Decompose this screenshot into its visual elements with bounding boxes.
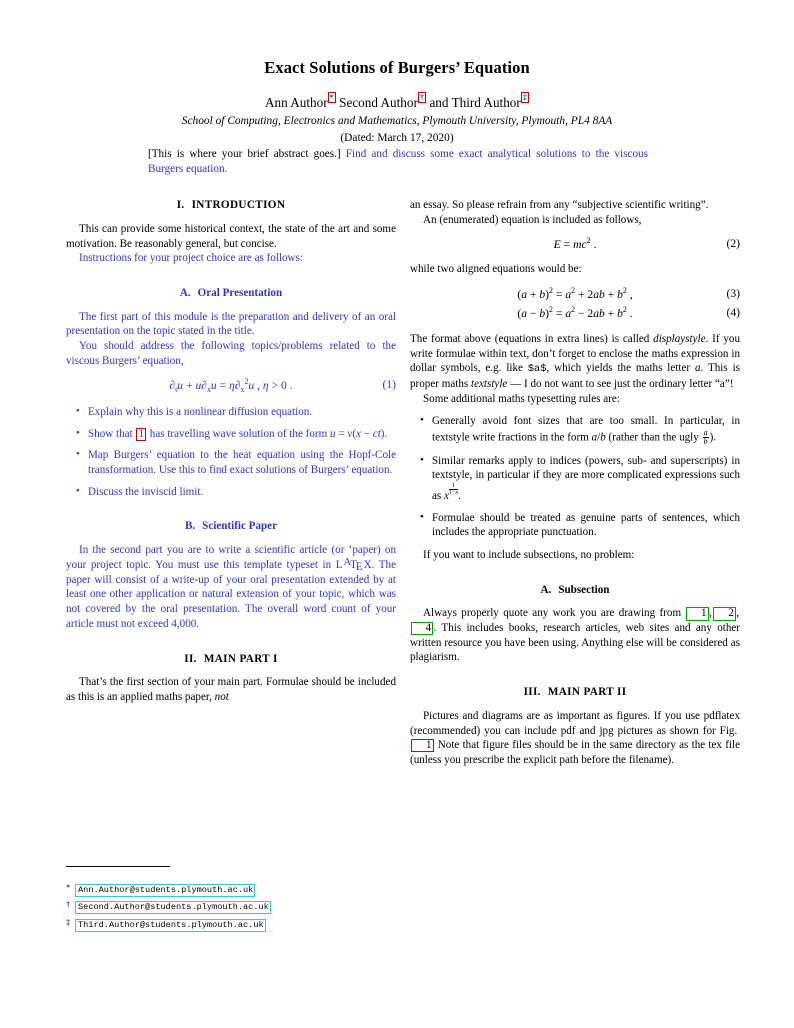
section-title: MAIN PART II [547,686,627,699]
footnote-entry [66,898,396,914]
equation-4 [410,304,740,323]
inline-fraction: $\frac{a}{b}$ [703,428,708,447]
abstract-body: Find and discuss some exact analytical solutions to the viscous Burgers equation. [148,148,648,175]
footnote-rule [66,866,170,867]
equation-3-tag: (3) [726,287,740,301]
footnote-entry [66,916,396,932]
page-title: Exact Solutions of Burgers’ Equation [264,58,530,77]
list-item: • Discuss the inviscid limit. [88,485,396,500]
equation-1-body: $\partial_tu + u\partial_xu = \eta\partial_x^2u$ , η > 0 . [169,377,293,395]
subsection-title: Subsection [558,583,610,596]
subsection-heading-subsection [410,583,740,598]
footnote-marker-1[interactable]: * [329,91,334,102]
paragraph-right-1: an essay. So please refrain from any “subjective scientific writing”. [410,199,709,211]
footnote-email-text: Third.Author@students.plymouth.ac.uk [78,919,264,930]
paragraph-paper-1: In the second part you are to write a scientific article (or ‘paper) on your project topic. You must use this template typeset in LATEX. The paper will consist of a write-up of your oral presentation extended by at least one other application or natural extension of your topic, which was not covered by the oral presentation. The overall word count of your article must not exceed 4,000. [66,544,397,630]
equation-4-body: $(a - b)^2 = a^2 - 2ab + b^2$ . [517,305,633,320]
footnote-symbol: * [66,882,71,892]
footnote-block [66,866,396,933]
subsection-number: A. [540,583,552,596]
paragraph-right-5: Some additional maths typesetting rules are: [423,392,620,405]
date-line: (Dated: March 17, 2020) [340,132,454,144]
emphasis-not: not [214,691,229,704]
citation-link-1[interactable]: 1 [686,607,709,620]
citation-link-3[interactable]: 4 [411,622,434,635]
footnote-marker-2[interactable]: † [419,91,425,102]
displaystyle-text-1: The format above (equations in extra lines) is called [410,332,654,345]
footnote-entry [66,881,396,897]
paragraph-main2-1 [410,709,740,768]
equation-2 [410,236,740,252]
displaystyle-text-2: . If you write formulae within text, don’t forget to enclose the maths expression in dollar symbols, e.g. like [410,332,740,375]
author-3: Third Author [451,94,521,110]
paragraph-intro-2: Instructions for your project choice are as follows: [79,252,303,265]
author-1: Ann Author [264,94,328,110]
citation-link-2[interactable]: 2 [713,607,736,620]
equation-reference-link[interactable]: 1 [138,427,145,440]
typesetting-rules-list [410,414,740,540]
author-conjunction: and [429,94,449,110]
footnote-email-link[interactable] [75,919,266,932]
subsection-title: Oral Presentation [197,286,283,299]
paragraph-right-6: If you want to include subsections, no problem: [423,549,635,562]
citation-trailing-text: . This includes books, research articles, web sites and any other written resource you have been using. Anything else will be considered as plagiarism. [410,622,740,664]
paragraph-main1-1: That’s the first section of your main part. Formulae should be included as this is an applied maths paper, not [66,676,396,704]
figure-lead-text: Pictures and diagrams are as important as figures. If you use pdflatex (recommended) you can include pdf and jpg pictures as shown for Fig. [410,710,740,737]
abstract-lead: [This is where your brief abstract goes.] [148,148,341,160]
figure-trailing-text: Note that figure files should be in the same directory as the tex file (unless you prescribe the explicit path before the filename). [410,739,740,767]
paragraph-intro-1: This can provide some historical context, the state of the art and some motivation. Be reasonably general, but concise. [66,222,396,250]
superscript-fraction: $\frac{1}{1-x}$ [448,483,459,497]
list-item: • Similar remarks apply to indices (powers, sub- and superscripts) in textstyle, in particular if they are more complicated expressions such as x $\frac{1}{1-x}$ . [432,454,740,504]
list-item: • Explain why this is a nonlinear diffusion equation. [88,405,396,420]
displaystyle-text-4: . This is proper maths [410,362,740,390]
paragraph-citations: Always properly quote any work you are drawing from 1 , 2 , 4 . This includes books, research articles, web sites and any other written resource you have been using. Anything else will be considered as plagiarism. [410,607,740,664]
equation-1 [66,377,396,396]
paragraph-right-2: An (enumerated) equation is included as follows, [423,213,642,226]
section-number: III. [523,686,541,699]
footnote-marker-3[interactable]: ‡ [522,91,528,102]
list-item: • Generally avoid font sizes that are too small. In particular, in textstyle write fractions in the form a/b (rather than the ugly $\frac{a}{b}$ ). [432,414,740,446]
section-heading-introduction [66,198,396,213]
footnote-symbol: † [66,899,71,910]
emphasis-displaystyle: displaystyle [653,332,706,345]
latex-logo: LATEX [335,557,372,573]
equation-4-tag: (4) [726,306,740,320]
citation-lead-text: Always properly quote any work you are drawing from [423,607,686,620]
emphasis-textstyle: textstyle [471,377,508,390]
list-item: • Show that 1 has travelling wave solution of the form u = v(x − ct). [88,427,396,442]
displaystyle-text-5: — I do not want to see just the ordinary letter “a”! [507,377,734,390]
equation-3 [410,285,740,304]
footnote-email-link[interactable] [75,901,271,914]
equation-2-body: $E = mc^2$ . [553,236,597,252]
footnote-email-text: Second.Author@students.plymouth.ac.uk [78,902,269,913]
author-list [66,91,728,112]
paragraph-oral-1: The first part of this module is the preparation and delivery of an oral presentation on the topic stated in the title. [66,310,396,338]
section-heading-main-part-2 [410,685,740,700]
equation-2-tag: (2) [726,237,740,251]
author-2: Second Author [339,94,418,110]
list-item: • Formulae should be treated as genuine parts of sentences, which includes the appropriate punctuation. [432,511,740,540]
equation-group-aligned [410,285,740,323]
paragraph-displaystyle [410,332,740,392]
section-title: INTRODUCTION [191,199,286,211]
math-letter-a: a [694,362,701,375]
paragraph-right-3: while two aligned equations would be: [410,262,582,275]
section-heading-main-part-1 [66,652,396,667]
left-column [66,198,396,705]
oral-topics-list [66,405,396,499]
subsection-title: Scientific Paper [202,520,278,533]
subsection-number: B. [184,520,196,533]
equation-1-tag: (1) [382,378,396,392]
subsection-number: A. [179,286,191,299]
footnote-email-link[interactable] [75,884,255,897]
list-item: • Map Burgers’ equation to the heat equation using the Hopf-Cole transformation. Use this to find exact solutions of Burgers’ equation. [88,448,396,477]
code-dollar-a: $a$ [527,363,547,376]
paragraph-oral-2: You should address the following topics/problems related to the viscous Burgers’ equation, [66,339,396,367]
displaystyle-text-3: , which yields the maths letter [546,362,695,375]
footnote-email-text: Ann.Author@students.plymouth.ac.uk [78,885,254,895]
subsection-heading-scientific-paper [66,519,396,534]
figure-reference-link[interactable]: 1 [411,739,434,752]
right-column [410,198,740,768]
abstract [148,147,648,177]
title-block [66,58,728,146]
section-title: MAIN PART I [203,652,278,665]
affiliation: School of Computing, Electronics and Mathematics, Plymouth University, Plymouth, PL4 8AA [181,114,613,127]
footnote-symbol: ‡ [66,916,71,927]
equation-3-body: $(a + b)^2 = a^2 + 2ab + b^2$ , [517,286,633,302]
section-number: II. [184,652,197,665]
section-number: I. [176,199,185,211]
subsection-heading-oral-presentation [66,286,396,301]
